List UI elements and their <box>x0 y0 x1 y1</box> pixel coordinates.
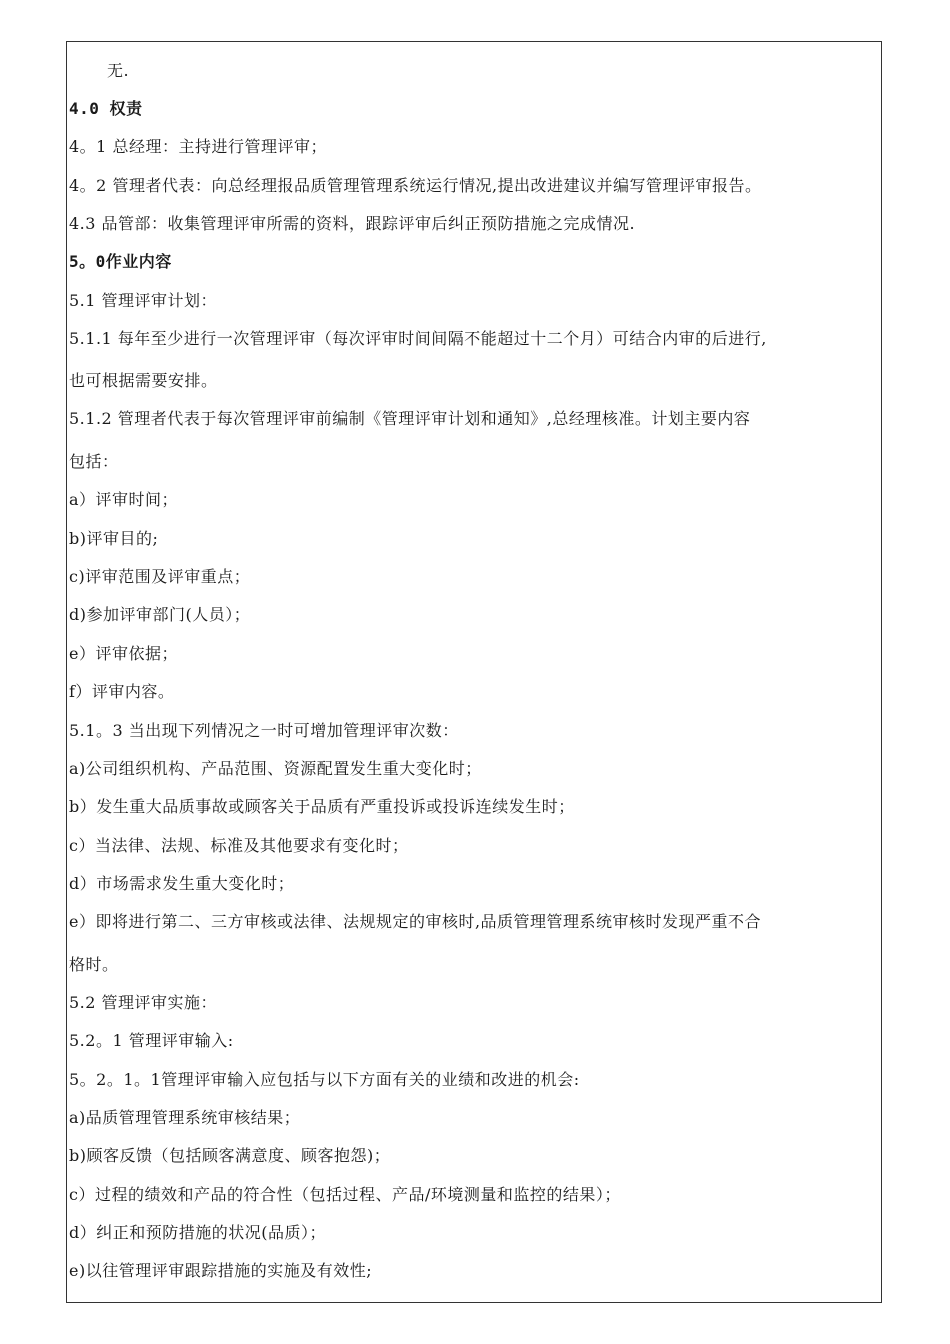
text-line: 5.2 管理评审实施： <box>69 993 218 1012</box>
list-item: c）过程的绩效和产品的符合性（包括过程、产品/环境测量和监控的结果）； <box>69 1185 621 1204</box>
list-item: e)以往管理评审跟踪措施的实施及有效性; <box>69 1261 373 1280</box>
list-item: b)评审目的; <box>69 529 159 548</box>
text-line: 无. <box>107 61 130 80</box>
list-item: e）即将进行第二、三方审核或法律、法规规定的审核时,品质管理管理系统审核时发现严重不合 <box>69 912 762 931</box>
list-item: b）发生重大品质事故或顾客关于品质有严重投诉或投诉连续发生时； <box>69 797 575 816</box>
list-item: d)参加评审部门(人员）； <box>69 605 251 624</box>
section-heading: 4.0 权责 <box>69 99 143 118</box>
list-item: a)品质管理管理系统审核结果； <box>69 1108 301 1127</box>
text-line: 4。1 总经理：主持进行管理评审； <box>69 137 327 156</box>
list-item: b)顾客反馈（包括顾客满意度、顾客抱怨)； <box>69 1146 391 1165</box>
text-line: 也可根据需要安排。 <box>69 371 218 390</box>
section-heading: 5。0作业内容 <box>69 252 172 271</box>
list-item: d）市场需求发生重大变化时； <box>69 874 295 893</box>
list-item: c)评审范围及评审重点； <box>69 567 251 586</box>
text-line: 5.1。3 当出现下列情况之一时可增加管理评审次数： <box>69 721 459 740</box>
list-item: c）当法律、法规、标准及其他要求有变化时； <box>69 836 409 855</box>
text-line: 5.1.2 管理者代表于每次管理评审前编制《管理评审计划和通知》,总经理核准。计划主要内容 <box>69 409 751 428</box>
list-item: a）评审时间； <box>69 490 179 509</box>
text-line: 5.2。1 管理评审输入: <box>69 1031 234 1050</box>
list-item: e）评审依据； <box>69 644 178 663</box>
text-line: 4。2 管理者代表：向总经理报品质管理管理系统运行情况,提出改进建议并编写管理评审报告。 <box>69 176 762 195</box>
document-frame <box>66 41 882 1303</box>
list-item: d）纠正和预防措施的状况(品质）； <box>69 1223 326 1242</box>
list-item: f）评审内容。 <box>69 682 175 701</box>
text-line: 5。2。1。1管理评审输入应包括与以下方面有关的业绩和改进的机会: <box>69 1070 580 1089</box>
text-line: 4.3 品管部：收集管理评审所需的资料，跟踪评审后纠正预防措施之完成情况. <box>69 214 636 233</box>
text-line: 5.1 管理评审计划： <box>69 291 218 310</box>
text-line: 包括： <box>69 452 119 471</box>
text-line: 格时。 <box>69 955 119 974</box>
list-item: a)公司组织机构、产品范围、资源配置发生重大变化时； <box>69 759 482 778</box>
text-line: 5.1.1 每年至少进行一次管理评审（每次评审时间间隔不能超过十二个月）可结合内审的后进行, <box>69 329 767 348</box>
